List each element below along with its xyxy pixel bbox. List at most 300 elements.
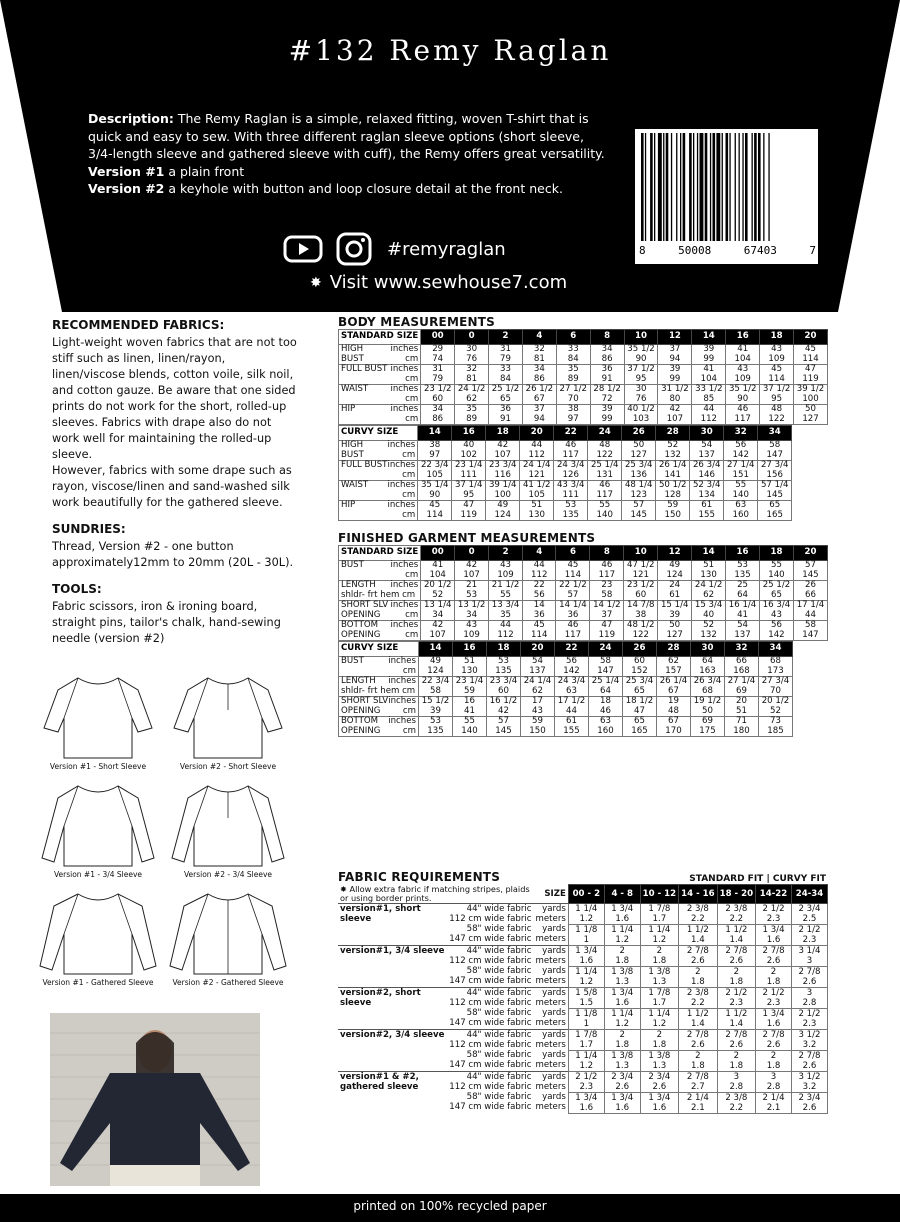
cm-value: 150 xyxy=(664,509,681,520)
measure-name: WAIST xyxy=(341,384,369,394)
size-cell: 24-34 xyxy=(792,885,828,904)
hashtag: #remyraglan xyxy=(387,238,506,260)
cm-value: 58 xyxy=(601,589,613,600)
value-cell xyxy=(489,621,523,641)
inch-value: 23 3/4 xyxy=(489,676,518,686)
cm-value: 104 xyxy=(734,353,751,364)
fabric-width xyxy=(447,966,533,987)
size-label: SIZE xyxy=(544,888,566,899)
instagram-icon[interactable] xyxy=(335,231,375,267)
barcode-number xyxy=(639,244,816,257)
yardage-cell xyxy=(756,987,792,1008)
value-cell xyxy=(624,405,658,425)
yardage-cell xyxy=(604,966,640,987)
curvy-fit-label: CURVY FIT xyxy=(772,874,826,884)
cm-value: 91 xyxy=(601,373,613,384)
left-column xyxy=(52,317,297,657)
value-cell xyxy=(656,697,690,717)
barcode-bar xyxy=(754,133,757,241)
cm-value: 107 xyxy=(463,569,480,580)
yards-value: 2 1/4 xyxy=(686,1092,709,1103)
yardage-cell xyxy=(717,1092,755,1113)
measure-name: shldr- frt hem cm xyxy=(341,685,416,696)
meters-value: 1.6 xyxy=(579,1102,594,1113)
website-link[interactable] xyxy=(310,272,567,293)
yards-value: 1 3/4 xyxy=(611,987,634,998)
yards-value: 2 7/8 xyxy=(686,1071,709,1082)
size-label: CURVY SIZE xyxy=(339,426,418,441)
yards-value: 1 3/8 xyxy=(611,1050,634,1061)
inch-value: 56 xyxy=(770,620,782,630)
fabrics-text-1: Light-weight woven fabrics that are not too stiff such as linen, linen/rayon, linen/viscose blends, cotton voile, silk noil, and cotton gauze. Be aware that one sided prints do not work for the short, rolled-up sleeves. Fabrics with drape also do not work well for maintaining the rolled-up sleeve. xyxy=(52,336,297,461)
meters-value: 3.2 xyxy=(802,1039,817,1050)
meters-value: 1.2 xyxy=(579,976,594,987)
cm-value: 81 xyxy=(466,373,478,384)
barcode-bar xyxy=(705,133,708,241)
inch-value: 28 1/2 xyxy=(593,384,621,394)
cm-value: 103 xyxy=(632,413,650,424)
shirt-sketch-icon xyxy=(168,886,288,978)
inch-value: 24 3/4 xyxy=(556,460,585,470)
value-cell xyxy=(692,621,726,641)
yardage-cell xyxy=(679,924,717,945)
cm-value: 151 xyxy=(732,469,749,480)
cm-value: 67 xyxy=(668,685,679,696)
inch-value: 55 xyxy=(735,480,747,490)
yards-value: 1 1/4 xyxy=(611,1008,634,1019)
meters-value: 1.2 xyxy=(652,1018,667,1029)
meters-value: 1.2 xyxy=(615,1018,630,1029)
value-cell xyxy=(760,405,794,425)
fabric-width xyxy=(447,987,533,1008)
inch-value: 27 3/4 xyxy=(760,460,789,470)
yardage-cell xyxy=(717,1029,755,1050)
youtube-icon[interactable] xyxy=(283,234,323,264)
value-cell xyxy=(690,481,724,501)
inch-value: 41 xyxy=(432,560,444,570)
table-row xyxy=(339,717,793,737)
fabric-width xyxy=(447,1029,533,1050)
size-cell: 12 xyxy=(658,330,692,345)
cm-value: 185 xyxy=(767,725,784,736)
version1-label: Version #1 xyxy=(88,163,165,179)
shirt-sketch-icon xyxy=(38,670,158,762)
cm-value: 128 xyxy=(664,489,681,500)
row-label xyxy=(339,461,418,481)
fabric-width-cm: 147 cm wide fabric xyxy=(449,1102,532,1112)
value-cell xyxy=(760,385,794,405)
cm-value: 57 xyxy=(567,589,579,600)
row-label xyxy=(339,481,418,501)
fabric-requirements xyxy=(338,870,828,1114)
fabric-row xyxy=(338,945,828,966)
inch-value: 63 xyxy=(600,716,611,726)
yards-value: 2 xyxy=(770,966,777,977)
inch-value: 39 1/2 xyxy=(796,384,825,394)
inch-value: 43 xyxy=(771,344,783,354)
fabric-width-in: 58" wide fabric xyxy=(466,924,532,934)
value-cell xyxy=(726,385,760,405)
table-row xyxy=(339,385,828,405)
cm-value: 79 xyxy=(500,353,511,364)
value-cell xyxy=(556,601,590,621)
cm-value: 104 xyxy=(429,569,446,580)
size-cell: 4 xyxy=(522,330,556,345)
yards-value: 1 1/2 xyxy=(686,1008,709,1019)
meters-value: 1.2 xyxy=(615,934,630,945)
inch-value: 58 xyxy=(769,440,781,450)
cm-value: 126 xyxy=(562,469,579,480)
row-label-line xyxy=(341,395,418,405)
cm-value: 90 xyxy=(737,393,749,404)
website-text: Visit www.sewhouse7.com xyxy=(329,272,568,293)
cm-value: 34 xyxy=(466,609,478,620)
unit-meters: meters xyxy=(535,934,566,944)
yards-value: 1 3/8 xyxy=(648,966,671,977)
value-cell xyxy=(760,581,794,601)
measurements-column xyxy=(338,315,828,737)
inch-value: 43 3/4 xyxy=(556,480,585,490)
inch-value: 31 xyxy=(432,364,444,374)
meters-value: 1.8 xyxy=(652,1039,667,1050)
unit-yards: yards xyxy=(542,945,566,956)
measure-unit: inches xyxy=(387,440,416,450)
cm-value: 137 xyxy=(529,665,546,676)
units xyxy=(534,966,569,987)
value-cell xyxy=(656,461,690,481)
inch-value: 14 1/2 xyxy=(593,600,621,610)
inch-value: 24 xyxy=(669,580,681,590)
fabric-width-cm: 112 cm wide fabric xyxy=(449,955,532,966)
yardage-cell xyxy=(679,1050,717,1071)
inch-value: 58 xyxy=(804,620,816,630)
fabric-width-in: 58" wide fabric xyxy=(466,1092,532,1102)
inch-value: 45 xyxy=(533,620,545,630)
table-row xyxy=(339,657,793,677)
cm-value: 130 xyxy=(528,509,545,520)
social-row xyxy=(283,232,506,266)
inch-value: 49 xyxy=(497,500,509,510)
yardage-cell xyxy=(568,903,604,924)
cm-value: 165 xyxy=(631,725,648,736)
inch-value: 43 xyxy=(466,620,478,630)
measure-unit: inches xyxy=(387,500,416,510)
yards-value: 1 3/4 xyxy=(611,1092,634,1103)
row-label-line xyxy=(341,511,415,521)
meters-value: 2.6 xyxy=(691,1039,705,1050)
finished-measurements-heading: FINISHED GARMENT MEASUREMENTS xyxy=(338,531,596,545)
value-cell xyxy=(452,657,486,677)
yardage-cell xyxy=(792,1092,828,1113)
yardage-cell xyxy=(604,903,640,924)
meters-value: 2.1 xyxy=(691,1102,705,1113)
size-cell: 0 xyxy=(455,546,489,561)
star-icon: ✸ xyxy=(310,274,322,291)
fabric-header-row xyxy=(338,885,828,904)
yards-value: 1 1/4 xyxy=(575,1050,598,1061)
value-cell xyxy=(489,385,523,405)
inch-value: 71 xyxy=(736,716,747,726)
meters-value: 1.4 xyxy=(691,1018,705,1029)
fabric-width-in: 58" wide fabric xyxy=(466,966,532,976)
cm-value: 35 xyxy=(500,609,512,620)
fabric-width xyxy=(447,945,533,966)
yardage-cell xyxy=(792,1029,828,1050)
unit-meters: meters xyxy=(535,1039,566,1050)
barcode-bar xyxy=(716,133,720,241)
yardage-cell xyxy=(717,1050,755,1071)
value-cell xyxy=(622,441,656,461)
inch-value: 15 3/4 xyxy=(694,600,723,610)
inch-value: 38 xyxy=(429,440,441,450)
inch-value: 37 1/2 xyxy=(762,384,791,394)
barcode xyxy=(634,128,819,265)
sketch-caption: Version #1 - Short Sleeve xyxy=(49,762,147,771)
fabric-width xyxy=(447,1050,533,1071)
cm-value: 51 xyxy=(736,705,747,716)
yardage-cell xyxy=(756,924,792,945)
meters-value: 1.4 xyxy=(729,1018,744,1029)
table-row xyxy=(339,501,792,521)
meters-value: 2.2 xyxy=(691,913,705,924)
value-cell xyxy=(724,441,758,461)
value-cell xyxy=(554,657,588,677)
yardage-cell xyxy=(679,966,717,987)
measure-name: FULL BUST xyxy=(341,364,388,374)
inch-value: 46 xyxy=(565,440,577,450)
value-cell xyxy=(726,405,760,425)
inch-value: 68 xyxy=(770,656,781,666)
inch-value: 25 1/4 xyxy=(591,676,620,686)
value-cell xyxy=(455,561,489,581)
inch-value: 59 xyxy=(667,500,679,510)
value-cell xyxy=(656,657,690,677)
meters-value: 1.6 xyxy=(615,1102,630,1113)
inch-value: 61 xyxy=(701,500,713,510)
yards-value: 2 1/2 xyxy=(725,987,748,998)
meters-value: 2.6 xyxy=(729,955,744,966)
value-cell xyxy=(554,677,588,697)
row-label-line xyxy=(341,707,416,717)
row-label-line xyxy=(341,355,418,365)
value-cell xyxy=(520,481,554,501)
cm-value: 59 xyxy=(464,685,475,696)
cm-value: 112 xyxy=(531,569,548,580)
inch-value: 36 xyxy=(500,404,511,414)
yards-value: 1 3/4 xyxy=(762,1008,785,1019)
inch-value: 17 1/2 xyxy=(557,696,586,706)
fabric-note xyxy=(338,885,534,904)
barcode-bar xyxy=(710,133,711,241)
measurement-table xyxy=(338,545,828,641)
measure-name: BUST xyxy=(341,449,364,460)
measure-unit: cm xyxy=(405,373,419,384)
yards-value: 1 3/4 xyxy=(575,945,598,956)
cm-value: 40 xyxy=(703,609,715,620)
cm-value: 60 xyxy=(432,393,444,404)
measure-name: BOTTOM xyxy=(341,716,379,726)
units xyxy=(534,924,569,945)
size-cell: 20 xyxy=(793,546,827,561)
inch-value: 13 3/4 xyxy=(491,600,520,610)
yardage-cell xyxy=(640,903,678,924)
meters-value: 3.2 xyxy=(802,1081,817,1092)
yards-value: 2 3/4 xyxy=(798,903,821,914)
cm-value: 62 xyxy=(703,589,715,600)
yardage-cell xyxy=(679,1092,717,1113)
value-cell xyxy=(455,621,489,641)
value-cell xyxy=(658,581,692,601)
value-cell xyxy=(556,581,590,601)
cm-value: 173 xyxy=(767,665,784,676)
meters-value: 1.6 xyxy=(766,1018,781,1029)
cm-value: 105 xyxy=(426,469,443,480)
measure-name: HIGH xyxy=(341,440,364,450)
yardage-cell xyxy=(792,1050,828,1071)
cm-value: 109 xyxy=(768,353,785,364)
fabric-row xyxy=(338,1029,828,1050)
inch-value: 45 xyxy=(771,364,783,374)
fabric-width-in: 58" wide fabric xyxy=(466,1050,532,1060)
cm-value: 81 xyxy=(533,353,545,364)
meters-value: 2.5 xyxy=(802,913,817,924)
inch-value: 15 1/2 xyxy=(421,696,450,706)
unit-meters: meters xyxy=(535,1102,566,1112)
inch-value: 35 xyxy=(466,404,478,414)
value-cell xyxy=(418,441,452,461)
inch-value: 57 1/4 xyxy=(760,480,789,490)
value-cell xyxy=(588,717,622,737)
yards-value: 2 xyxy=(656,1029,663,1040)
yards-value: 3 1/2 xyxy=(798,1029,821,1040)
cm-value: 147 xyxy=(597,665,614,676)
cm-value: 70 xyxy=(770,685,781,696)
row-label xyxy=(339,717,419,737)
measurement-table xyxy=(338,329,828,425)
inch-value: 24 1/4 xyxy=(522,460,551,470)
row-label xyxy=(339,601,421,621)
cm-value: 112 xyxy=(528,449,545,460)
row-label xyxy=(339,677,419,697)
inch-value: 35 1/4 xyxy=(420,480,449,490)
version-label: version#1 & #2, gathered sleeve xyxy=(338,1071,447,1092)
row-label xyxy=(339,621,421,641)
size-cell: 32 xyxy=(724,642,758,657)
cm-value: 157 xyxy=(665,665,682,676)
inch-value: 36 xyxy=(601,364,613,374)
cm-value: 85 xyxy=(703,393,715,404)
meters-value: 2.3 xyxy=(766,997,781,1008)
sketch-v1-34 xyxy=(38,778,158,888)
barcode-digit: 7 xyxy=(809,244,816,257)
cm-value: 100 xyxy=(494,489,511,500)
inch-value: 40 xyxy=(463,440,475,450)
inch-value: 63 xyxy=(735,500,747,510)
inch-value: 53 xyxy=(565,500,577,510)
measure-name: shldr- frt hem cm xyxy=(341,589,416,600)
value-cell xyxy=(418,717,452,737)
measure-unit: cm xyxy=(402,469,416,480)
inch-value: 37 1/4 xyxy=(454,480,483,490)
value-cell xyxy=(523,561,556,581)
cm-value: 117 xyxy=(598,569,616,580)
size-cell: 18 - 20 xyxy=(717,885,755,904)
value-cell xyxy=(452,501,486,521)
yards-value: 2 3/8 xyxy=(686,903,709,914)
unit-meters: meters xyxy=(535,955,566,966)
inch-value: 41 xyxy=(703,364,715,374)
yardage-cell xyxy=(568,1050,604,1071)
cm-value: 50 xyxy=(702,705,713,716)
barcode-bar xyxy=(680,133,681,241)
fabric-width xyxy=(447,903,533,924)
value-cell xyxy=(622,481,656,501)
cm-value: 38 xyxy=(635,609,647,620)
yards-value: 2 7/8 xyxy=(725,1029,748,1040)
cm-value: 111 xyxy=(562,489,579,500)
inch-value: 52 xyxy=(703,620,715,630)
fabric-width-in: 44" wide fabric xyxy=(466,945,532,956)
inch-value: 65 xyxy=(769,500,781,510)
yards-value: 2 xyxy=(695,1050,701,1061)
inch-value: 18 1/2 xyxy=(625,696,654,706)
value-cell xyxy=(455,601,489,621)
barcode-bar xyxy=(671,133,672,241)
cm-value: 127 xyxy=(666,629,683,640)
size-label: CURVY SIZE xyxy=(339,642,419,657)
value-cell xyxy=(758,657,792,677)
yards-value: 3 xyxy=(770,1071,777,1082)
measure-unit: inches xyxy=(387,460,416,470)
value-cell xyxy=(520,657,554,677)
cm-value: 65 xyxy=(500,393,511,404)
inch-value: 54 xyxy=(737,620,748,630)
cm-value: 119 xyxy=(802,373,819,384)
value-cell xyxy=(522,345,556,365)
inch-value: 69 xyxy=(702,716,713,726)
inch-value: 17 xyxy=(532,696,543,706)
value-cell xyxy=(758,481,792,501)
cm-value: 160 xyxy=(597,725,614,736)
cm-value: 127 xyxy=(802,413,819,424)
value-cell xyxy=(556,405,590,425)
inch-value: 41 1/2 xyxy=(522,480,551,490)
cm-value: 137 xyxy=(698,449,715,460)
inch-value: 50 xyxy=(805,404,816,414)
table-row xyxy=(339,405,828,425)
cm-value: 84 xyxy=(567,353,579,364)
inch-value: 32 xyxy=(466,364,478,374)
value-cell xyxy=(724,481,758,501)
fabric-row xyxy=(338,903,828,924)
inch-value: 37 1/2 xyxy=(627,364,655,374)
cm-value: 39 xyxy=(430,705,441,716)
cm-value: 34 xyxy=(432,609,444,620)
meters-value: 2.2 xyxy=(691,997,705,1008)
barcode-bar xyxy=(735,133,736,241)
meters-value: 1.8 xyxy=(729,976,744,987)
value-cell xyxy=(489,601,523,621)
value-cell xyxy=(520,441,554,461)
size-cell: 30 xyxy=(690,426,724,441)
inch-value: 35 1/2 xyxy=(627,344,655,354)
yardage-cell xyxy=(756,1050,792,1071)
barcode-digit: 50008 xyxy=(678,244,712,257)
row-label-line xyxy=(341,375,418,385)
row-label-line xyxy=(341,727,416,737)
sketch-v2-short xyxy=(168,670,288,780)
value-cell xyxy=(421,601,455,621)
